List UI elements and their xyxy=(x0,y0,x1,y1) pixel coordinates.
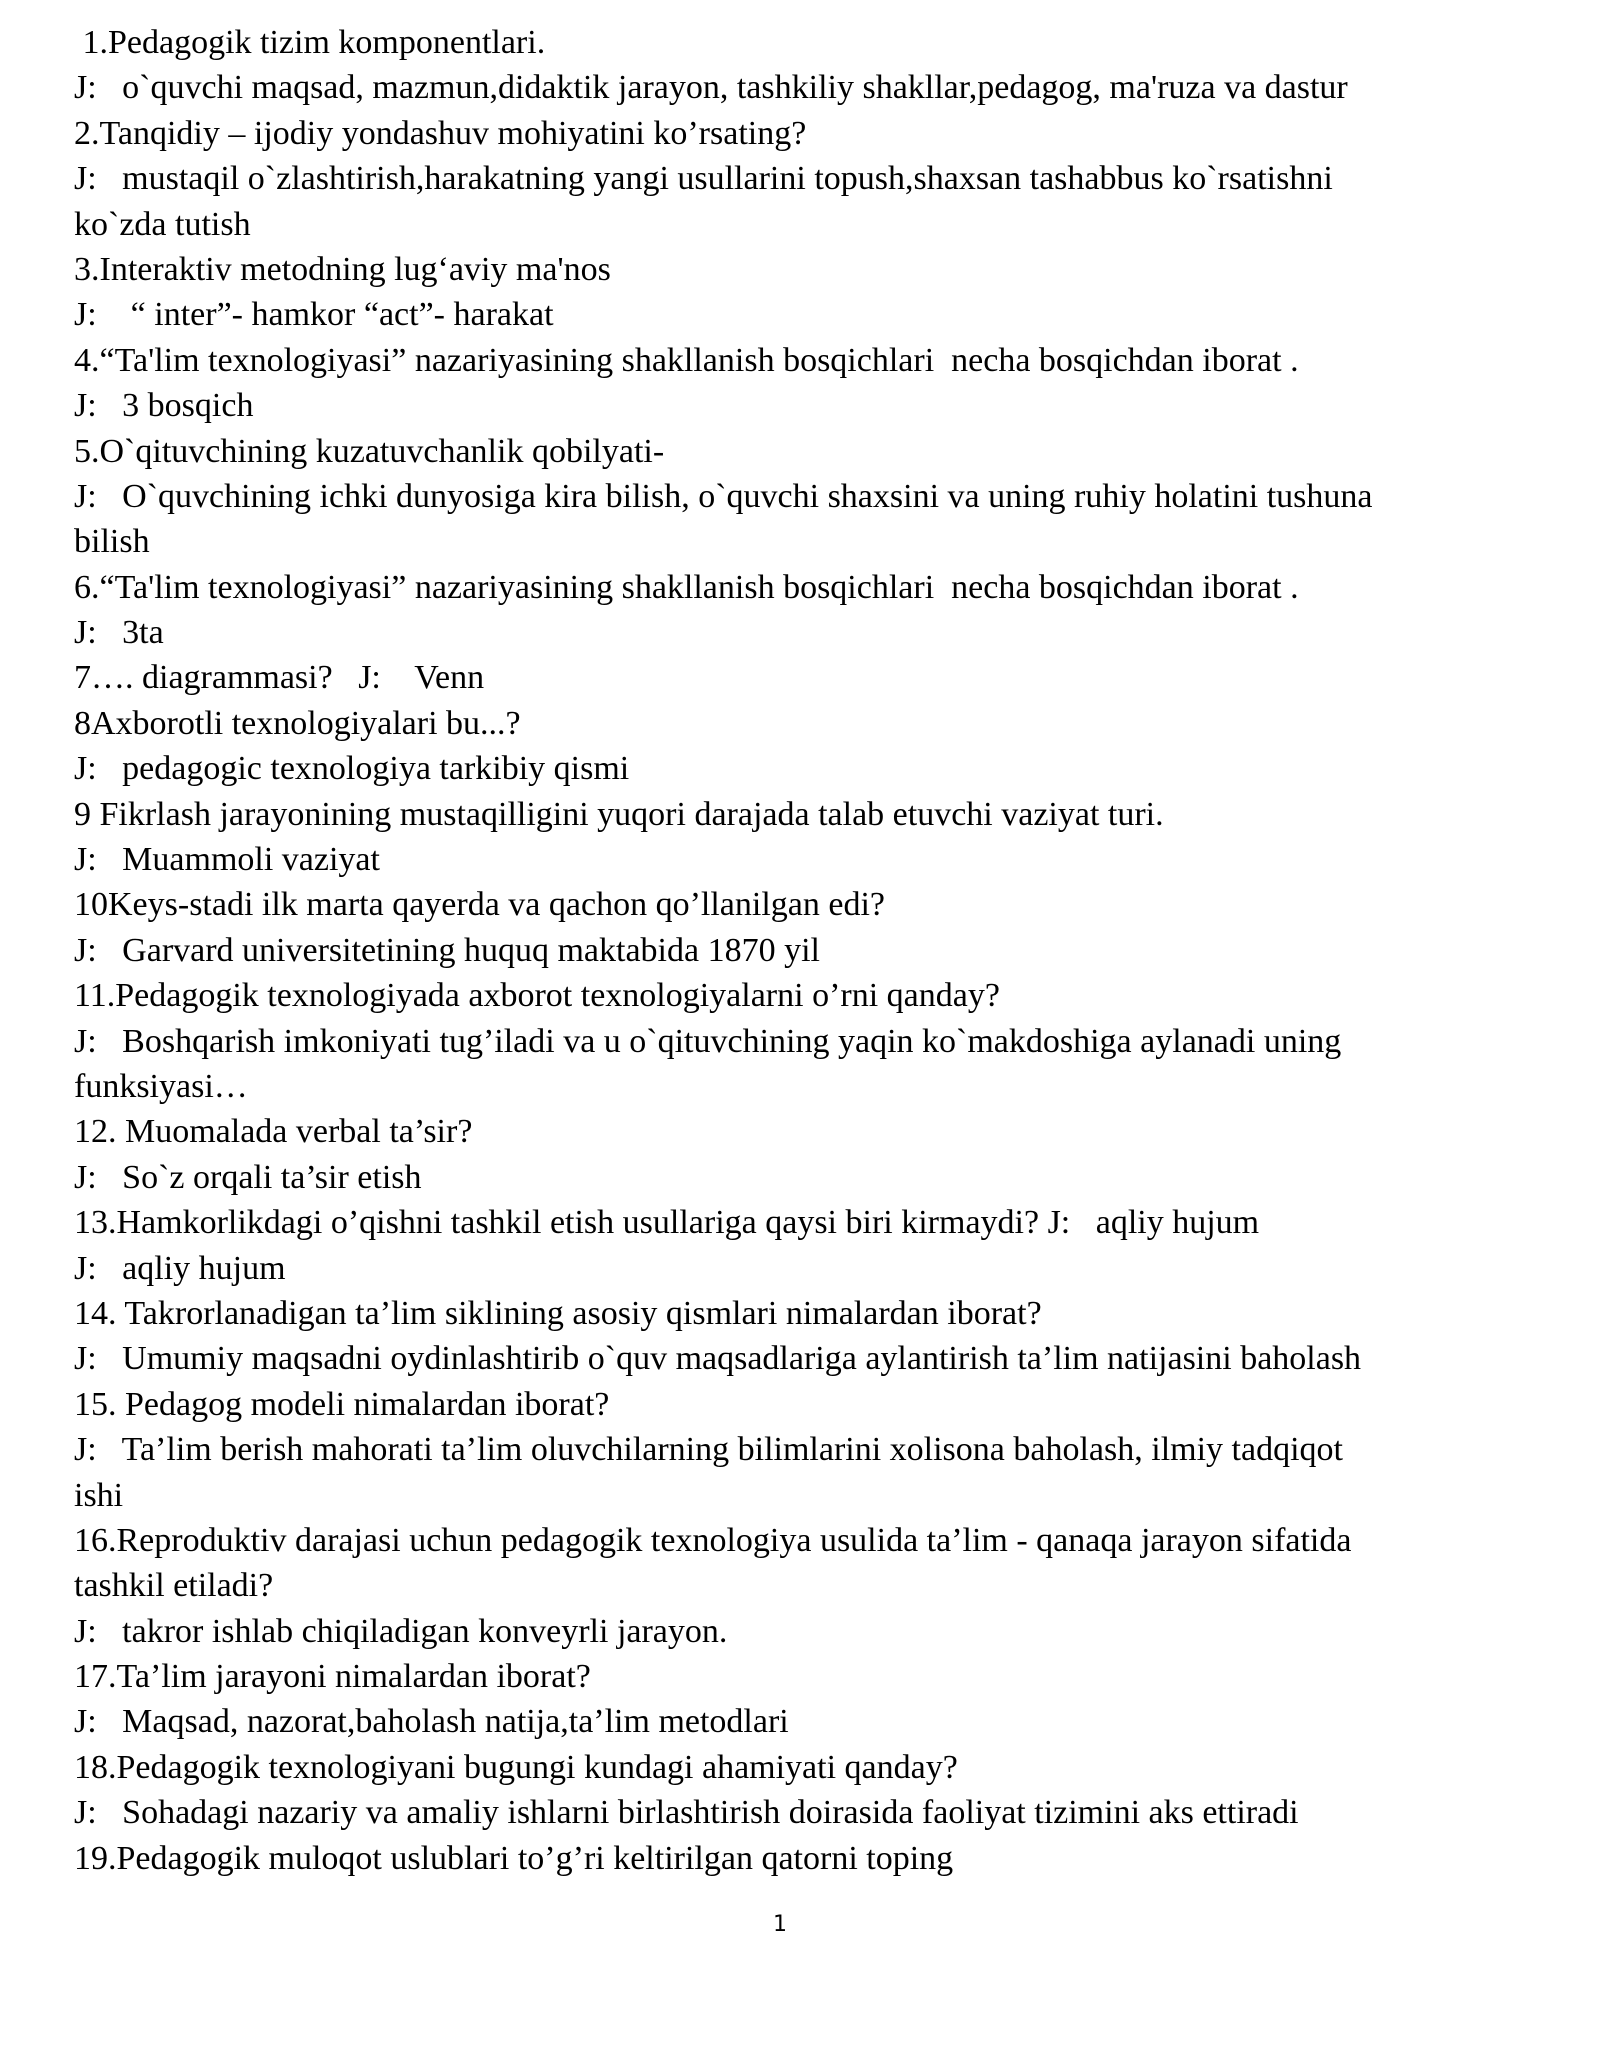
text-line: 15. Pedagog modeli nimalardan iborat? xyxy=(74,1385,610,1423)
text-line: funksiyasi… xyxy=(74,1067,248,1105)
text-line: bilish xyxy=(74,523,150,561)
text-line: 9 Fikrlash jarayonining mustaqilligini yuqori darajada talab etuvchi vaziyat turi. xyxy=(74,795,1164,833)
text-line: 4.“Ta'lim texnologiyasi” nazariyasining shakllanish bosqichlari necha bosqichdan iborat . xyxy=(74,341,1299,379)
text-line: 12. Muomalada verbal ta’sir? xyxy=(74,1113,473,1151)
text-line: 3.Interaktiv metodning lug‘aviy ma'nos xyxy=(74,250,611,288)
text-line: J: mustaqil o`zlashtirish,harakatning yangi usullarini topush,shaxsan tashabbus ko`rsatishni xyxy=(74,160,1333,198)
text-line: 10Keys-stadi ilk marta qayerda va qachon qo’llanilgan edi? xyxy=(74,886,885,924)
text-line: J: Sohadagi nazariy va amaliy ishlarni birlashtirish doirasida faoliyat tizimini aks ettiradi xyxy=(74,1794,1299,1832)
text-line: J: “ inter”- hamkor “act”- harakat xyxy=(74,296,554,334)
text-line: J: takror ishlab chiqiladigan konveyrli jarayon. xyxy=(74,1612,728,1650)
text-line: J: pedagogic texnologiya tarkibiy qismi xyxy=(74,750,630,788)
text-line: 13.Hamkorlikdagi o’qishni tashkil etish usullariga qaysi biri kirmaydi? J: aqliy hujum xyxy=(74,1204,1260,1242)
text-line: J: O`quvchining ichki dunyosiga kira bilish, o`quvchi shaxsini va uning ruhiy holatini tushuna xyxy=(74,477,1373,515)
text-line: 6.“Ta'lim texnologiyasi” nazariyasining shakllanish bosqichlari necha bosqichdan iborat . xyxy=(74,568,1299,606)
text-line: J: Umumiy maqsadni oydinlashtirib o`quv maqsadlariga aylantirish ta’lim natijasini baholash xyxy=(74,1340,1362,1378)
text-line: 7…. diagrammasi? J: Venn xyxy=(74,659,485,697)
text-line: J: So`z orqali ta’sir etish xyxy=(74,1158,422,1196)
text-line: J: o`quvchi maqsad, mazmun,didaktik jarayon, tashkiliy shakllar,pedagog, ma'ruza va dastur xyxy=(74,69,1348,107)
text-line: ko`zda tutish xyxy=(74,205,251,243)
text-line: 1.Pedagogik tizim komponentlari. xyxy=(74,24,546,61)
document-body xyxy=(74,20,1534,1881)
text-line: J: Boshqarish imkoniyati tug’iladi va u o`qituvchining yaqin ko`makdoshiga aylanadi uning xyxy=(74,1022,1342,1060)
text-line: J: 3ta xyxy=(74,614,164,652)
text-line: 8Axborotli texnologiyalari bu...? xyxy=(74,704,521,742)
text-line: 17.Ta’lim jarayoni nimalardan iborat? xyxy=(74,1658,591,1696)
text-line: J: Maqsad, nazorat,baholash natija,ta’lim metodlari xyxy=(74,1703,789,1741)
text-line: 18.Pedagogik texnologiyani bugungi kundagi ahamiyati qanday? xyxy=(74,1748,958,1786)
text-line: tashkil etiladi? xyxy=(74,1567,274,1605)
page-number: 1 xyxy=(773,1912,787,1937)
text-line: J: Garvard universitetining huquq maktabida 1870 yil xyxy=(74,931,820,969)
text-line: 14. Takrorlanadigan ta’lim siklining asosiy qismlari nimalardan iborat? xyxy=(74,1294,1042,1332)
text-line: J: Muammoli vaziyat xyxy=(74,841,380,879)
text-line: 19.Pedagogik muloqot uslublari to’g’ri keltirilgan qatorni toping xyxy=(74,1839,954,1877)
text-line: J: aqliy hujum xyxy=(74,1249,286,1287)
text-line: J: 3 bosqich xyxy=(74,387,254,425)
text-line: 5.O`qituvchining kuzatuvchanlik qobilyati- xyxy=(74,432,665,470)
text-line: J: Ta’lim berish mahorati ta’lim oluvchilarning bilimlarini xolisona baholash, ilmiy tadqiqot xyxy=(74,1431,1343,1469)
text-line: 11.Pedagogik texnologiyada axborot texnologiyalarni o’rni qanday? xyxy=(74,977,1000,1015)
text-line: 16.Reproduktiv darajasi uchun pedagogik texnologiya usulida ta’lim - qanaqa jarayon sifatida xyxy=(74,1521,1352,1559)
text-line: 2.Tanqidiy – ijodiy yondashuv mohiyatini ko’rsating? xyxy=(74,114,807,152)
text-line: ishi xyxy=(74,1476,124,1514)
